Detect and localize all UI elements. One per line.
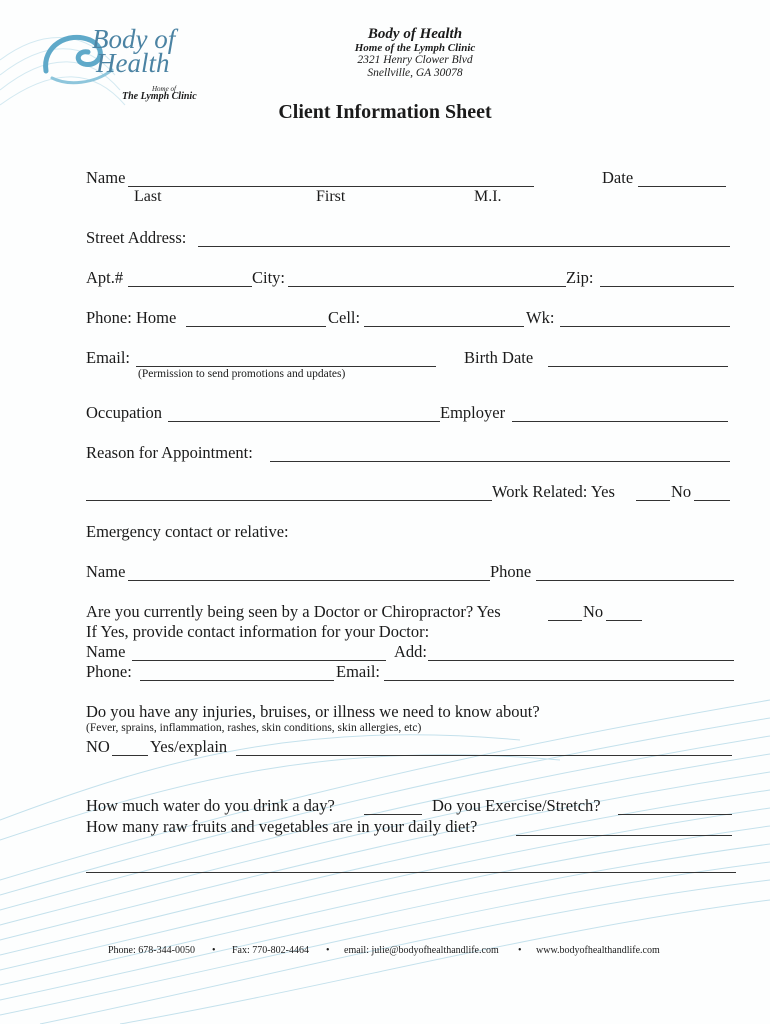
date-field[interactable] bbox=[638, 186, 726, 187]
employer-label: Employer bbox=[440, 403, 506, 422]
reason-field[interactable] bbox=[270, 461, 730, 462]
exercise-field[interactable] bbox=[618, 814, 732, 815]
name-field[interactable] bbox=[128, 186, 534, 187]
email-permission-note: (Permission to send promotions and updates) bbox=[138, 368, 346, 380]
page-title: Client Information Sheet bbox=[278, 101, 492, 123]
birth-date-field[interactable] bbox=[548, 366, 728, 367]
street-address-label: Street Address: bbox=[86, 228, 187, 247]
email-label: Email: bbox=[86, 348, 130, 367]
doctor-phone-field[interactable] bbox=[140, 680, 334, 681]
work-phone-label: Wk: bbox=[526, 308, 555, 327]
logo-tagline: The Lymph Clinic bbox=[122, 91, 197, 102]
org-subtitle: Home of the Lymph Clinic bbox=[354, 42, 476, 54]
emergency-name-label: Name bbox=[86, 562, 126, 581]
footer-website: www.bodyofhealthandlife.com bbox=[536, 945, 660, 956]
injury-question: Do you have any injuries, bruises, or illness we need to know about? bbox=[86, 702, 540, 721]
last-name-caption: Last bbox=[134, 188, 162, 205]
email-field[interactable] bbox=[136, 366, 436, 367]
emergency-contact-heading: Emergency contact or relative: bbox=[86, 522, 289, 541]
phone-home-label: Phone: Home bbox=[86, 308, 177, 327]
doctor-yes-field[interactable] bbox=[548, 620, 582, 621]
doctor-phone-label: Phone: bbox=[86, 662, 132, 681]
reason-field-line2[interactable] bbox=[86, 500, 492, 501]
doctor-email-label: Email: bbox=[336, 662, 380, 681]
doctor-address-label: Add: bbox=[394, 642, 427, 661]
logo-tagline-small: Home of bbox=[152, 85, 176, 93]
doctor-address-field[interactable] bbox=[428, 660, 734, 661]
injury-explain-field[interactable] bbox=[236, 755, 732, 756]
doctor-name-label: Name bbox=[86, 642, 126, 661]
fruits-question: How many raw fruits and vegetables are in your daily diet? bbox=[86, 817, 478, 836]
footer-phone: Phone: 678-344-0050 bbox=[108, 945, 195, 956]
cell-field[interactable] bbox=[364, 326, 524, 327]
injury-no-label: NO bbox=[86, 737, 110, 756]
footer-bullet: • bbox=[326, 945, 330, 956]
footer-bullet: • bbox=[212, 945, 216, 956]
apt-field[interactable] bbox=[128, 286, 252, 287]
injury-yes-explain-label: Yes/explain bbox=[150, 737, 228, 756]
employer-field[interactable] bbox=[512, 421, 728, 422]
city-field[interactable] bbox=[288, 286, 566, 287]
doctor-email-field[interactable] bbox=[384, 680, 734, 681]
exercise-question: Do you Exercise/Stretch? bbox=[432, 796, 601, 815]
work-related-yes-field[interactable] bbox=[636, 500, 670, 501]
doctor-no-field[interactable] bbox=[606, 620, 642, 621]
water-field[interactable] bbox=[364, 814, 422, 815]
logo-text-line2: Health bbox=[96, 48, 170, 78]
emergency-phone-label: Phone bbox=[490, 562, 532, 581]
city-label: City: bbox=[252, 268, 286, 287]
name-label: Name bbox=[86, 168, 126, 187]
injury-examples-note: (Fever, sprains, inflammation, rashes, skin conditions, skin allergies, etc) bbox=[86, 722, 422, 734]
injury-no-field[interactable] bbox=[112, 755, 148, 756]
emergency-phone-field[interactable] bbox=[536, 580, 734, 581]
first-name-caption: First bbox=[316, 188, 346, 205]
org-address-line2: Snellville, GA 30078 bbox=[367, 67, 463, 79]
logo-text-line1: Body of bbox=[92, 24, 176, 54]
work-related-no-field[interactable] bbox=[694, 500, 730, 501]
doctor-no-label: No bbox=[583, 602, 604, 621]
emergency-name-field[interactable] bbox=[128, 580, 490, 581]
birth-date-label: Birth Date bbox=[464, 348, 534, 367]
doctor-name-field[interactable] bbox=[132, 660, 386, 661]
date-label: Date bbox=[602, 168, 634, 187]
org-name: Body of Health bbox=[367, 26, 463, 42]
occupation-field[interactable] bbox=[168, 421, 440, 422]
extra-notes-field[interactable] bbox=[86, 872, 736, 873]
phone-home-field[interactable] bbox=[186, 326, 326, 327]
cell-label: Cell: bbox=[328, 308, 361, 327]
occupation-label: Occupation bbox=[86, 403, 163, 422]
footer-fax: Fax: 770-802-4464 bbox=[232, 945, 309, 956]
fruits-field[interactable] bbox=[516, 835, 732, 836]
work-phone-field[interactable] bbox=[560, 326, 730, 327]
work-related-label: Work Related: Yes bbox=[492, 482, 615, 501]
doctor-question: Are you currently being seen by a Doctor or Chiropractor? Yes bbox=[86, 602, 501, 621]
footer-email: email: julie@bodyofhealthandlife.com bbox=[344, 945, 499, 956]
footer-bullet: • bbox=[518, 945, 522, 956]
zip-label: Zip: bbox=[566, 268, 594, 287]
org-address-line1: 2321 Henry Clower Blvd bbox=[357, 54, 473, 66]
zip-field[interactable] bbox=[600, 286, 734, 287]
street-address-field[interactable] bbox=[198, 246, 730, 247]
doctor-info-heading: If Yes, provide contact information for your Doctor: bbox=[86, 622, 430, 641]
apt-label: Apt.# bbox=[86, 268, 124, 287]
work-related-no-label: No bbox=[671, 482, 692, 501]
reason-label: Reason for Appointment: bbox=[86, 443, 253, 462]
water-question: How much water do you drink a day? bbox=[86, 796, 335, 815]
middle-initial-caption: M.I. bbox=[474, 188, 502, 205]
